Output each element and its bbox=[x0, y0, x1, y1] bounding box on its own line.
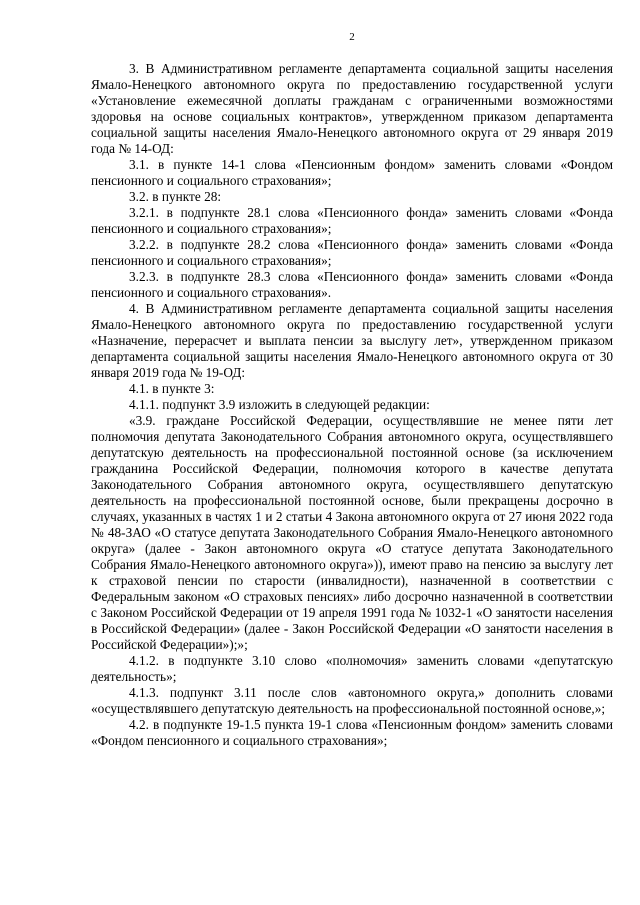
paragraph-3-2-3: 3.2.3. в подпункте 28.3 слова «Пенсионного фонда» заменить словами «Фонда пенсионного и социального страхования». bbox=[91, 269, 613, 300]
paragraph-3: 3. В Административном регламенте департамента социальной защиты населения Ямало-Ненецкого автономного округа по предоставлению государственной услуги «Установление ежемесячной доплаты гражданам с ограниченными возможностями здоровья на основе социальных контрактов», утвержденном приказом департамента социальной защиты населения Ямало-Ненецкого автономного округа от 29 января 2019 года № 14-ОД: bbox=[91, 61, 613, 156]
page-number: 2 bbox=[349, 31, 355, 43]
paragraph-4: 4. В Административном регламенте департамента социальной защиты населения Ямало-Ненецкого автономного округа по предоставлению государственной услуги «Назначение, перерасчет и выплата пенсии за выслугу лет», утвержденном приказом департамента социальной защиты населения Ямало-Ненецкого автономного округа от 30 января 2019 года № 19-ОД: bbox=[91, 301, 613, 380]
paragraph-4-1-1: 4.1.1. подпункт 3.9 изложить в следующей редакции: bbox=[129, 397, 430, 412]
paragraph-3-1: 3.1. в пункте 14-1 слова «Пенсионным фондом» заменить словами «Фондом пенсионного и социального страхования»; bbox=[91, 157, 613, 188]
paragraph-3-2: 3.2. в пункте 28: bbox=[129, 189, 222, 204]
paragraph-4-2: 4.2. в подпункте 19-1.5 пункта 19-1 слова «Пенсионным фондом» заменить словами «Фондом пенсионного и социального страхования»; bbox=[91, 717, 613, 748]
paragraph-4-1: 4.1. в пункте 3: bbox=[129, 381, 215, 396]
paragraph-3-2-2: 3.2.2. в подпункте 28.2 слова «Пенсионного фонда» заменить словами «Фонда пенсионного и социального страхования»; bbox=[91, 237, 613, 268]
paragraph-3-9-text: «3.9. граждане Российской Федерации, осуществлявшие не менее пяти лет полномочия депутата Законодательного Собрания автономного округа, осуществлявшего депутатскую деятельность на профессиональной постоянной основе (за исключением гражданина Российской Федерации, полномочия которого в качестве депутата Законодательного Собрания автономного округа, осуществлявшего депутатскую деятельность на профессиональной постоянной основе, были прекращены досрочно в случаях, указанных в частях 1 и 2 статьи 4 Закона автономного округа от 27 июня 2022 года № 48-ЗАО «О статусе депутата Законодательного Собрания Ямало-Ненецкого автономного округа» (далее - Закон автономного округа «О статусе депутата Законодательного Собрания Ямало-Ненецкого автономного округа»)), имеют право на пенсию за выслугу лет к страховой пенсии по старости (инвалидности), назначенной в соответствии с Федеральным законом «О страховых пенсиях» либо досрочно назначенной в соответствии с Законом Российской Федерации от 19 апреля 1991 года № 1032-1 «О занятости населения в Российской Федерации» (далее - Закон Российской Федерации «О занятости населения в Российской Федерации»);»; bbox=[91, 413, 613, 652]
paragraph-4-1-3: 4.1.3. подпункт 3.11 после слов «автономного округа,» дополнить словами «осуществлявшего депутатскую деятельность на профессиональной постоянной основе,»; bbox=[91, 685, 613, 716]
paragraph-4-1-2: 4.1.2. в подпункте 3.10 слово «полномочия» заменить словами «депутатскую деятельность»; bbox=[91, 653, 613, 684]
paragraph-3-2-1: 3.2.1. в подпункте 28.1 слова «Пенсионного фонда» заменить словами «Фонда пенсионного и социального страхования»; bbox=[91, 205, 613, 236]
